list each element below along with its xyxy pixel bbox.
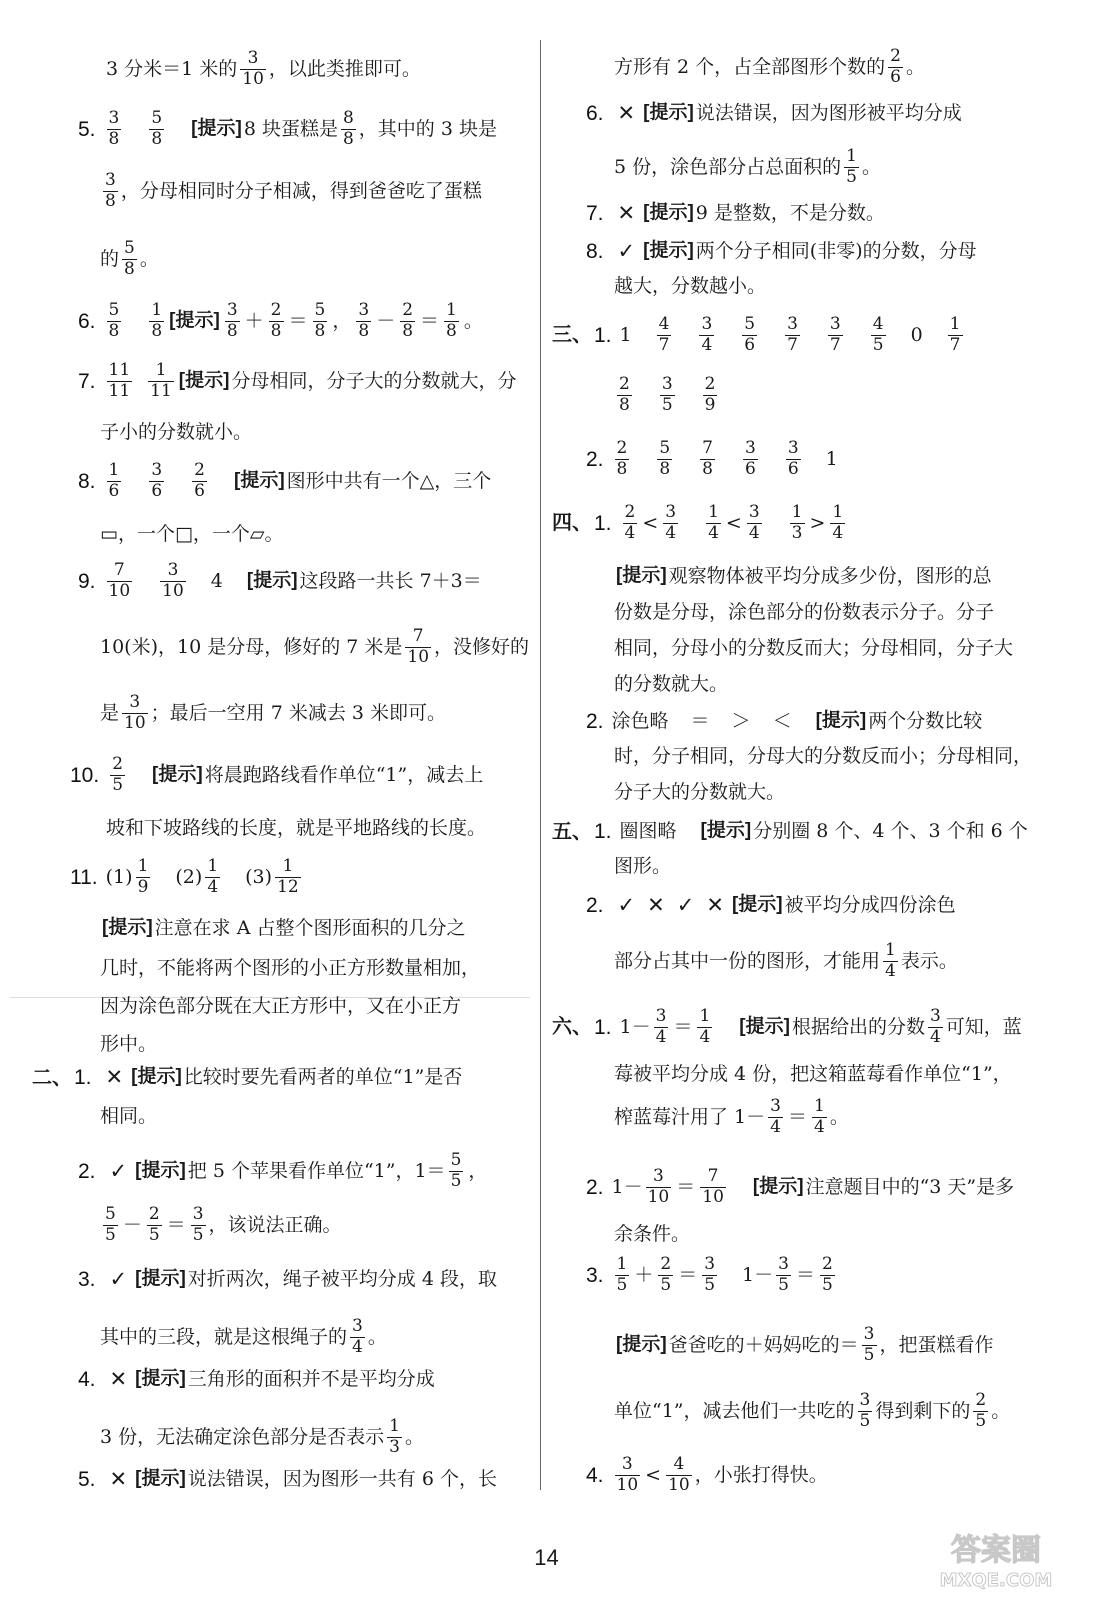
watermark-logo bbox=[921, 1522, 1071, 1592]
text: 分子大的分数就大。 bbox=[614, 781, 786, 803]
text: ，分母相同时分子相减，得到爸爸吃了蛋糕 bbox=[120, 179, 482, 202]
section-2-q6-cont bbox=[614, 148, 881, 187]
section-4-q2-cont2 bbox=[614, 782, 785, 803]
answer-value: 圈图略 bbox=[619, 820, 677, 843]
question-number: 2. bbox=[586, 1175, 604, 1199]
fraction-1-9: $\frac{1}{9}$ bbox=[137, 856, 149, 897]
fraction-2-5: $\frac{2}{5}$ bbox=[660, 1254, 672, 1295]
check-mark-icon: ✓ bbox=[617, 239, 636, 263]
fraction-3-10: $\frac{3}{10}$ bbox=[124, 692, 146, 733]
text: 表示。 bbox=[900, 949, 958, 972]
fraction-1-4: $\frac{1}{4}$ bbox=[708, 502, 719, 543]
question-number: 8. bbox=[78, 469, 96, 493]
hint-label: [提示] bbox=[731, 894, 783, 916]
answer-value: 涂色略 bbox=[611, 710, 669, 733]
fraction-3-4: $\frac{3}{4}$ bbox=[748, 502, 760, 543]
section-6-q4: 4. $\frac{3}{10}$ < $\frac{4}{10}$ ，小张打得快。 bbox=[586, 1454, 828, 1495]
fraction-3-10: $\frac{3}{10}$ bbox=[162, 560, 184, 601]
fraction-2-8: $\frac{2}{8}$ bbox=[270, 300, 282, 341]
question-number: 3. bbox=[78, 1268, 96, 1291]
question-7-cont bbox=[100, 422, 252, 443]
fraction-1-4: $\frac{1}{4}$ bbox=[207, 856, 219, 897]
text: 注意在求 A 占整个图形面积的几分之 bbox=[154, 917, 466, 939]
section-2-q4-cont bbox=[100, 1418, 424, 1457]
cross-mark-icon: ✕ bbox=[109, 1367, 128, 1391]
section-2-q3-cont bbox=[100, 1318, 387, 1357]
section-5-q2 bbox=[586, 894, 956, 917]
check-mark-icon: ✓ bbox=[676, 893, 695, 917]
text: 其中的三段，就是这根绳子的 bbox=[100, 1325, 348, 1348]
section-5-q1-cont bbox=[614, 856, 671, 877]
question-number: 9. bbox=[78, 569, 96, 593]
hint-label: [提示] bbox=[643, 102, 694, 124]
cross-mark-icon: ✕ bbox=[706, 893, 724, 917]
text: 三角形的面积并不是平均分成 bbox=[187, 1368, 435, 1391]
text: ，没修好的 bbox=[434, 635, 530, 658]
text: 相同。 bbox=[100, 1105, 158, 1127]
text: 分母相同，分子大的分数就大，分 bbox=[231, 369, 517, 392]
fraction-2-5: $\frac{2}{5}$ bbox=[975, 1390, 987, 1431]
question-9 bbox=[78, 562, 482, 601]
text: 观察物体被平均分成多少份，图形的总 bbox=[668, 565, 992, 587]
fraction-1-12: $\frac{1}{12}$ bbox=[277, 856, 299, 897]
hint-label: [提示] bbox=[616, 1333, 667, 1355]
question-number: 11. bbox=[70, 865, 98, 889]
section-label: 二、 bbox=[32, 1066, 72, 1089]
section-6-q2: 2. 1－ $\frac{3}{10}$ ＝ $\frac{7}{10}$ [提示] 注意题目中的“3 天”是多 bbox=[586, 1166, 1015, 1207]
fraction-3-6: $\frac{3}{6}$ bbox=[745, 438, 756, 479]
section-label: 五、 bbox=[552, 820, 592, 843]
fraction-5-5: $\frac{5}{5}$ bbox=[450, 1150, 462, 1191]
fraction-1-4: $\frac{1}{4}$ bbox=[832, 502, 844, 543]
section-2-q4 bbox=[78, 1368, 435, 1391]
fraction-5-6: $\frac{5}{6}$ bbox=[744, 314, 756, 355]
less-sign: ＜ bbox=[772, 710, 792, 733]
fraction-1-4: $\frac{1}{4}$ bbox=[699, 1006, 711, 1047]
text: 9 是整数，不是分数。 bbox=[695, 202, 885, 225]
fraction-1-11: $\frac{1}{11}$ bbox=[150, 360, 172, 401]
question-number: 1. bbox=[594, 820, 612, 843]
fraction-3-5: $\frac{3}{5}$ bbox=[859, 1390, 871, 1431]
hint-label: [提示] bbox=[178, 369, 230, 391]
cross-mark-icon: ✕ bbox=[647, 893, 665, 917]
fraction-5-8: $\frac{5}{8}$ bbox=[151, 108, 163, 149]
cross-mark-icon: ✕ bbox=[109, 1467, 128, 1491]
text: 将晨跑路线看作单位“1”，减去上 bbox=[204, 763, 484, 786]
text: 。 bbox=[829, 1105, 849, 1128]
cross-mark-icon: ✕ bbox=[617, 201, 636, 225]
hint-label: [提示] bbox=[643, 240, 694, 262]
text: 比较时要先看两者的单位“1”是否 bbox=[183, 1066, 463, 1089]
question-10-cont bbox=[106, 818, 486, 839]
fraction-1-7: $\frac{1}{7}$ bbox=[949, 314, 961, 355]
text: ▭，一个□，一个▱。 bbox=[100, 523, 284, 545]
fraction-4-10: $\frac{4}{10}$ bbox=[668, 1454, 690, 1495]
page-number: 14 bbox=[534, 1545, 559, 1570]
question-number: 3. bbox=[586, 1263, 604, 1287]
fraction-3-8: $\frac{3}{8}$ bbox=[358, 300, 370, 341]
fraction-3-6: $\frac{3}{6}$ bbox=[787, 438, 799, 479]
question-number: 1. bbox=[594, 1015, 612, 1039]
cross-mark-icon: ✕ bbox=[617, 101, 636, 125]
text: 图形。 bbox=[614, 855, 672, 877]
question-9-cont bbox=[100, 628, 529, 667]
question-10 bbox=[70, 756, 483, 795]
text: 。 bbox=[404, 1425, 424, 1448]
text: 因为涂色部分既在大正方形中，又在小正方 bbox=[100, 995, 462, 1017]
fraction-3-7: $\frac{3}{7}$ bbox=[829, 314, 841, 355]
question-11-cont3 bbox=[100, 1034, 157, 1055]
section-6-q3-hint bbox=[614, 1326, 994, 1365]
fraction-3-4: $\frac{3}{4}$ bbox=[665, 502, 677, 543]
section-2-q2-cont: $\frac{5}{5}$ － $\frac{2}{5}$ ＝ $\frac{3}{5}$ ，该说法正确。 bbox=[105, 1204, 342, 1245]
fraction-3-8: $\frac{3}{8}$ bbox=[226, 300, 238, 341]
hint-label: [提示] bbox=[135, 1468, 186, 1490]
fraction-3-6: $\frac{3}{6}$ bbox=[151, 460, 163, 501]
question-number: 4. bbox=[78, 1368, 96, 1391]
fraction-2-8: $\frac{2}{8}$ bbox=[402, 300, 414, 341]
section-4-hint-cont2 bbox=[614, 638, 1013, 659]
hint-label: [提示] bbox=[135, 1159, 186, 1181]
check-mark-icon: ✓ bbox=[109, 1267, 128, 1291]
text: ，小张打得快。 bbox=[694, 1463, 828, 1486]
text: 方形有 2 个，占全部图形个数的 bbox=[614, 55, 886, 78]
column-divider bbox=[540, 40, 541, 1490]
section-label: 六、 bbox=[552, 1016, 592, 1039]
fraction-3-4: $\frac{3}{4}$ bbox=[770, 1096, 781, 1137]
fraction-7-10: $\frac{7}{10}$ bbox=[407, 626, 430, 667]
fraction-3-10: $\frac{3}{10}$ bbox=[616, 1454, 639, 1495]
fraction-2-5: $\frac{2}{5}$ bbox=[112, 754, 124, 795]
text: 对折两次，绳子被平均分成 4 段，取 bbox=[187, 1268, 497, 1291]
text: 8 块蛋糕是 bbox=[243, 117, 338, 140]
hint-label: [提示] bbox=[191, 117, 242, 139]
hint-label: [提示] bbox=[169, 309, 220, 331]
text: 10(米)，10 是分母，修好的 7 米是 bbox=[100, 635, 403, 658]
fraction-11-11: $\frac{11}{11}$ bbox=[108, 360, 131, 401]
text: 部分占其中一份的图形，才能用 bbox=[614, 949, 881, 972]
section-4-hint bbox=[614, 566, 992, 587]
question-number: 1. bbox=[594, 511, 612, 535]
fraction-5-8: $\frac{5}{8}$ bbox=[314, 300, 326, 341]
text: 5 份，涂色部分占总面积的 bbox=[614, 155, 842, 178]
fraction-3-5: $\frac{3}{5}$ bbox=[704, 1254, 716, 1295]
fraction-3-8: $\frac{3}{8}$ bbox=[108, 108, 120, 149]
section-3-q1-cont bbox=[614, 376, 720, 415]
section-2-q1 bbox=[32, 1066, 462, 1089]
text: 这段路一共长 7＋3＝ bbox=[299, 569, 482, 592]
text: 坡和下坡路线的长度，就是平地路线的长度。 bbox=[106, 817, 487, 839]
text: 两个分子相同(非零)的分数，分母 bbox=[695, 240, 977, 263]
fraction-1-6: $\frac{1}{6}$ bbox=[108, 460, 120, 501]
text: 说法错误，因为图形一共有 6 个，长 bbox=[187, 1468, 497, 1491]
question-5-cont2 bbox=[100, 240, 159, 279]
text: 3 份，无法确定涂色部分是否表示 bbox=[100, 1425, 385, 1448]
fraction-5-5: $\frac{5}{5}$ bbox=[105, 1204, 116, 1245]
question-number: 1. bbox=[594, 323, 612, 347]
fraction-1-4: $\frac{1}{4}$ bbox=[885, 940, 896, 981]
text: 余条件。 bbox=[614, 1223, 691, 1245]
question-5-cont bbox=[100, 172, 482, 211]
fraction-3-4: $\frac{3}{4}$ bbox=[352, 1316, 363, 1357]
text: 单位“1”，减去他们一共吃的 bbox=[614, 1399, 855, 1422]
section-4-q1: 四、 1. $\frac{2}{4}$ < $\frac{3}{4}$ $\frac{1}{4}$ < $\frac{3}{4}$ $\frac{1}{3}$ > $\frac{1}{4}$ bbox=[552, 502, 844, 543]
text: 相同，分母小的分数反而大；分母相同，分子大 bbox=[614, 637, 1014, 659]
section-6-q2-cont bbox=[614, 1224, 690, 1245]
section-4-q2 bbox=[586, 710, 982, 733]
section-2-q5 bbox=[78, 1468, 497, 1491]
text: 得到剩下的 bbox=[875, 1399, 971, 1422]
section-3-q1 bbox=[552, 316, 966, 355]
part-label: (3) bbox=[245, 865, 273, 888]
question-number: 8. bbox=[586, 240, 604, 263]
hint-label: [提示] bbox=[234, 469, 285, 491]
fraction-3-4: $\frac{3}{4}$ bbox=[929, 1006, 941, 1047]
section-6-q1-cont2: 榨蓝莓汁用了 1－ $\frac{3}{4}$ ＝ $\frac{1}{4}$ 。 bbox=[614, 1096, 849, 1137]
equal-sign: ＝ bbox=[690, 710, 710, 733]
question-number: 5. bbox=[78, 117, 96, 141]
fraction-1-3: $\frac{1}{3}$ bbox=[389, 1416, 400, 1457]
section-2-q6 bbox=[586, 102, 962, 125]
section-2-q3 bbox=[78, 1268, 497, 1291]
hint-label: [提示] bbox=[752, 1175, 804, 1197]
greater-sign: ＞ bbox=[731, 710, 751, 733]
section-label: 四、 bbox=[552, 512, 592, 535]
text: 分别圈 8 个、4 个、3 个和 6 个 bbox=[753, 820, 1028, 843]
fraction-3-10: $\frac{3}{10}$ bbox=[242, 48, 264, 89]
answer-value: 0 bbox=[910, 323, 923, 346]
check-mark-icon: ✓ bbox=[109, 1158, 128, 1183]
question-11 bbox=[70, 858, 304, 897]
text: 把 5 个苹果看作单位“1”，1＝ bbox=[187, 1159, 446, 1182]
hint-label: [提示] bbox=[152, 763, 203, 785]
text: 几时，不能将两个图形的小正方形数量相加， bbox=[100, 957, 481, 979]
fraction-3-5: $\frac{3}{5}$ bbox=[661, 374, 673, 415]
fraction-2-5: $\frac{2}{5}$ bbox=[148, 1204, 160, 1245]
answer-value: 1 bbox=[619, 323, 632, 346]
fraction-2-8: $\frac{2}{8}$ bbox=[619, 374, 630, 415]
fraction-2-8: $\frac{2}{8}$ bbox=[616, 438, 628, 479]
text: 时，分子相同，分母大的分数反而小；分母相同， bbox=[614, 745, 1033, 767]
fraction-3-5: $\frac{3}{5}$ bbox=[863, 1324, 875, 1365]
question-8 bbox=[78, 462, 491, 501]
line-carryover bbox=[106, 50, 421, 89]
fraction-4-7: $\frac{4}{7}$ bbox=[658, 314, 670, 355]
fraction-1-8: $\frac{1}{8}$ bbox=[446, 300, 457, 341]
check-mark-icon: ✓ bbox=[617, 893, 636, 917]
fraction-1-8: $\frac{1}{8}$ bbox=[151, 300, 163, 341]
text: ；最后一空用 7 米减去 3 米即可。 bbox=[150, 701, 446, 724]
section-3-q2 bbox=[586, 440, 838, 479]
question-11-cont bbox=[100, 958, 480, 979]
text: 。 bbox=[906, 55, 926, 78]
text: 3 分米＝1 米的 bbox=[106, 57, 238, 80]
question-number: 2. bbox=[586, 447, 604, 471]
text: 。 bbox=[861, 155, 881, 178]
question-5 bbox=[78, 110, 497, 149]
fraction-1-3: $\frac{1}{3}$ bbox=[791, 502, 803, 543]
fraction-7-10: $\frac{7}{10}$ bbox=[108, 560, 131, 601]
fraction-3-8: $\frac{3}{8}$ bbox=[105, 170, 116, 211]
hint-label: [提示] bbox=[616, 565, 667, 586]
question-number: 7. bbox=[586, 202, 604, 225]
text: 说法错误，因为图形被平均分成 bbox=[695, 102, 962, 125]
text: 。 bbox=[367, 1325, 387, 1348]
question-9-cont2 bbox=[100, 694, 446, 733]
text: 是 bbox=[100, 701, 120, 724]
hint-label: [提示] bbox=[102, 917, 153, 938]
question-number: 4. bbox=[586, 1463, 604, 1487]
fraction-1-5: $\frac{1}{5}$ bbox=[846, 146, 857, 187]
fraction-1-5: $\frac{1}{5}$ bbox=[616, 1254, 628, 1295]
fraction-3-4: $\frac{3}{4}$ bbox=[701, 314, 713, 355]
part-label: (2) bbox=[175, 865, 203, 888]
section-2-q1-cont bbox=[100, 1106, 157, 1127]
section-4-hint-cont bbox=[614, 602, 994, 623]
question-number: 10. bbox=[70, 763, 100, 787]
cross-mark-icon: ✕ bbox=[105, 1065, 124, 1089]
section-6-q3-cont bbox=[614, 1392, 1010, 1431]
text: 两个分数比较 bbox=[868, 710, 983, 733]
section-6-q3: 3. $\frac{1}{5}$ ＋ $\frac{2}{5}$ ＝ $\frac{3}{5}$ 1－ $\frac{3}{5}$ ＝ $\frac{2}{5}$ bbox=[586, 1254, 833, 1295]
question-number: 5. bbox=[78, 1468, 96, 1491]
text: 的 bbox=[100, 247, 120, 270]
section-label: 三、 bbox=[552, 324, 592, 347]
question-number: 1. bbox=[74, 1066, 92, 1089]
text: 根据给出的分数 bbox=[791, 1015, 925, 1038]
text: ，以此类推即可。 bbox=[268, 57, 421, 80]
text: 。 bbox=[991, 1399, 1011, 1422]
fraction-1-4: $\frac{1}{4}$ bbox=[813, 1096, 825, 1137]
question-6: 6. $\frac{5}{8}$ $\frac{1}{8}$ [提示] $\frac{3}{8}$ ＋ $\frac{2}{8}$ ＝ $\frac{5}{8}$ ， $\frac{3}{8}$ － $\frac{2}{8}$ ＝ $\frac{1}{8}$ 。 bbox=[78, 300, 483, 341]
fraction-2-4: $\frac{2}{4}$ bbox=[624, 502, 636, 543]
fraction-2-5: $\frac{2}{5}$ bbox=[821, 1254, 833, 1295]
question-number: 2. bbox=[586, 710, 604, 733]
text: 爸爸吃的＋妈妈吃的＝ bbox=[668, 1333, 859, 1356]
fraction-2-6: $\frac{2}{6}$ bbox=[890, 46, 901, 87]
text: ，把蛋糕看作 bbox=[879, 1333, 994, 1356]
question-number: 6. bbox=[78, 309, 96, 333]
section-6-q1-cont bbox=[614, 1064, 1012, 1085]
text: 莓被平均分成 4 份，把这箱蓝莓看作单位“1”， bbox=[614, 1063, 1012, 1085]
question-number: 6. bbox=[586, 102, 604, 125]
fraction-5-8: $\frac{5}{8}$ bbox=[659, 438, 671, 479]
hint-label: [提示] bbox=[135, 1368, 186, 1390]
part-label: (1) bbox=[105, 865, 133, 888]
fraction-5-8: $\frac{5}{8}$ bbox=[108, 300, 120, 341]
question-number: 2. bbox=[78, 1159, 96, 1183]
section-6-q1: 六、 1. 1－ $\frac{3}{4}$ ＝ $\frac{1}{4}$ [提示] 根据给出的分数 $\frac{3}{4}$ 可知，蓝 bbox=[552, 1006, 1022, 1047]
right-carryover bbox=[614, 48, 925, 87]
watermark-text: 答案圈 bbox=[951, 1533, 1041, 1568]
section-2-q8-cont bbox=[614, 276, 766, 297]
section-4-hint-cont3 bbox=[614, 674, 728, 695]
question-8-cont bbox=[100, 524, 284, 545]
question-11-cont2 bbox=[100, 996, 461, 1017]
question-11-hint bbox=[100, 918, 465, 939]
hint-label: [提示] bbox=[815, 710, 867, 732]
text: 的分数就大。 bbox=[614, 673, 729, 695]
hint-label: [提示] bbox=[135, 1268, 186, 1290]
question-7 bbox=[78, 362, 516, 401]
section-4-q2-cont bbox=[614, 746, 1032, 767]
text: 图形中共有一个△，三个 bbox=[286, 469, 492, 492]
text: 注意题目中的“3 天”是多 bbox=[805, 1175, 1015, 1198]
fraction-7-10: $\frac{7}{10}$ bbox=[702, 1166, 724, 1207]
fraction-3-5: $\frac{3}{5}$ bbox=[192, 1204, 204, 1245]
fraction-7-8: $\frac{7}{8}$ bbox=[702, 438, 713, 479]
fraction-3-10: $\frac{3}{10}$ bbox=[647, 1166, 670, 1207]
text: 份数是分母，涂色部分的份数表示分子。分子 bbox=[614, 601, 995, 623]
fraction-2-9: $\frac{2}{9}$ bbox=[704, 374, 716, 415]
fraction-2-6: $\frac{2}{6}$ bbox=[194, 460, 205, 501]
fraction-8-8: $\frac{8}{8}$ bbox=[342, 108, 354, 149]
section-2-q8 bbox=[586, 240, 977, 263]
hint-label: [提示] bbox=[131, 1066, 182, 1088]
hint-label: [提示] bbox=[700, 820, 752, 842]
text: 子小的分数就小。 bbox=[100, 421, 253, 443]
text: 。 bbox=[139, 247, 159, 270]
watermark-url: MXQE.COM bbox=[939, 1570, 1053, 1591]
text: ，该说法正确。 bbox=[208, 1213, 342, 1236]
text: 可知，蓝 bbox=[945, 1015, 1022, 1038]
question-number: 7. bbox=[78, 369, 96, 393]
text: 榨蓝莓汁用了 1－ bbox=[614, 1105, 766, 1128]
text: ，其中的 3 块是 bbox=[358, 117, 497, 140]
section-2-q7 bbox=[586, 202, 885, 225]
hint-label: [提示] bbox=[246, 569, 298, 591]
fraction-3-5: $\frac{3}{5}$ bbox=[778, 1254, 789, 1295]
answer-value: 1 bbox=[825, 447, 838, 470]
fraction-3-4: $\frac{3}{4}$ bbox=[655, 1006, 667, 1047]
text: 越大，分数越小。 bbox=[614, 275, 767, 297]
fraction-4-5: $\frac{4}{5}$ bbox=[872, 314, 884, 355]
hint-label: [提示] bbox=[739, 1015, 790, 1037]
answer-value: 4 bbox=[210, 569, 223, 592]
section-5-q1 bbox=[552, 820, 1028, 843]
section-2-q2: 2. ✓ [提示] 把 5 个苹果看作单位“1”，1＝ $\frac{5}{5}$ ， bbox=[78, 1150, 488, 1191]
text: 被平均分成四份涂色 bbox=[784, 894, 956, 917]
text: 形中。 bbox=[100, 1033, 158, 1055]
fraction-5-8: $\frac{5}{8}$ bbox=[124, 238, 135, 279]
fraction-3-7: $\frac{3}{7}$ bbox=[787, 314, 798, 355]
section-5-q2-cont bbox=[614, 942, 958, 981]
hint-label: [提示] bbox=[643, 202, 694, 224]
question-number: 2. bbox=[586, 894, 604, 917]
